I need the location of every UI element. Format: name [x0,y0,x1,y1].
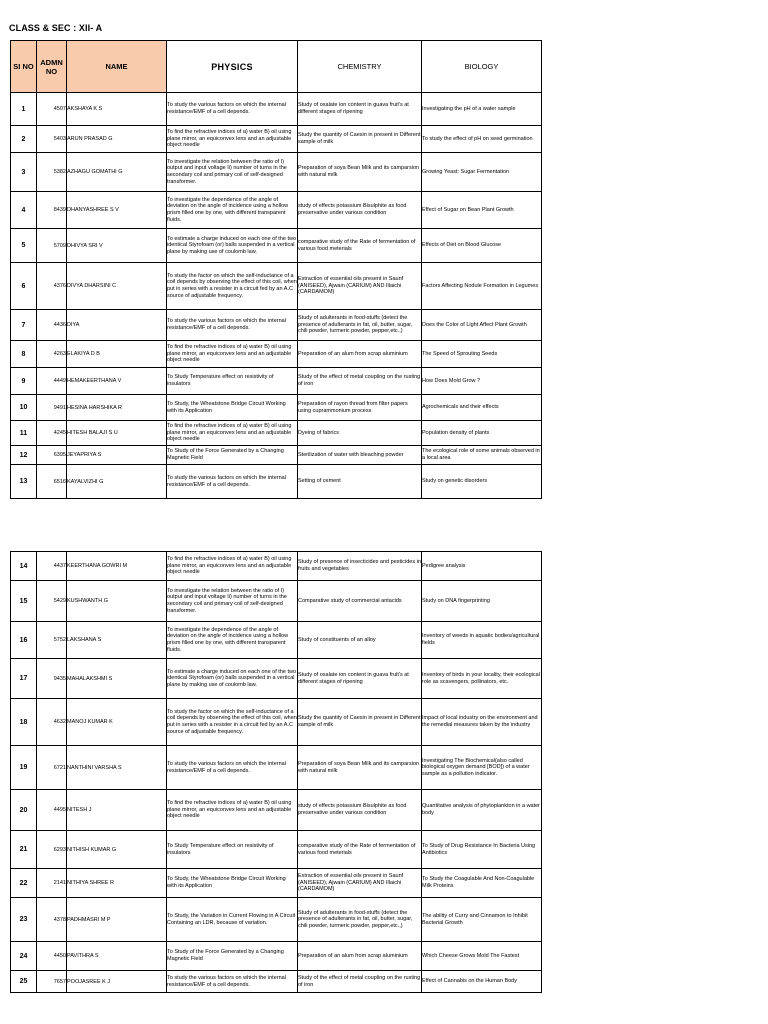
row-number: 3 [11,153,37,192]
admission-number: 4450 [37,942,67,971]
admission-number: 9491 [37,395,67,421]
physics-project: To find the refractive indices of a) water B) oil using plane mirror, an equiconvex lens and an adjustable object needle [167,126,298,153]
physics-project: To study the various factors on which the internal resistance/EMF of a cell depends. [167,465,298,499]
row-number: 25 [11,971,37,993]
student-name: DIVYA DHARSINI C [67,263,167,310]
physics-project: To estimate a charge induced on each one of the two identical Styrofoam (or) balls suspended in a vertical plane by making use of coulomb law. [167,229,298,263]
admission-number: 4632 [37,699,67,746]
row-number: 24 [11,942,37,971]
row-number: 13 [11,465,37,499]
student-name: HITESH BALAJI S U [67,421,167,446]
admission-number: 4376 [37,263,67,310]
biology-project: Study on DNA fingerprinting [422,581,542,622]
chemistry-project: study of effects potassium Bisulphite as food preservative under various condition [298,790,422,831]
biology-project: Effect of Sugar on Bean Plant Growth [422,192,542,229]
row-number: 7 [11,310,37,341]
admission-number: 9435 [37,659,67,699]
table-row [11,869,542,898]
physics-project: To Study of the Force Generated by a Changing Magnetic Field [167,942,298,971]
physics-project: To study the various factors on which the internal resistance/EMF of a cell depends. [167,310,298,341]
table-row [11,229,542,263]
chemistry-project: Study of oxalate ion content in guava fruit's at different stages of ripening [298,93,422,126]
project-table-2 [10,551,542,993]
row-number: 22 [11,869,37,898]
physics-project: To investigate the dependence of the angle of deviation on the angle of incidence using a hollow prism filled one by one, with different transparent fluids. [167,622,298,659]
table-row [11,368,542,395]
physics-project: To study the various factors on which the internal resistance/EMF of a cell depends. [167,93,298,126]
row-number: 18 [11,699,37,746]
admission-number: 7657 [37,971,67,993]
student-name: NITHISH KUMAR G [67,831,167,869]
chemistry-project: Setting of cement [298,465,422,499]
row-number: 9 [11,368,37,395]
chemistry-project: Study of the effect of metal coupling on the rusting of iron [298,971,422,993]
row-number: 10 [11,395,37,421]
table-row [11,659,542,699]
biology-project: Growing Yeast: Sugar Fermentation [422,153,542,192]
biology-project: Agrochemicals and their effects [422,395,542,421]
table-row [11,153,542,192]
table-row [11,581,542,622]
chemistry-project: Sterilization of water with bleaching powder [298,446,422,465]
physics-project: To estimate a charge induced on each one of the two identical Styrofoam (or) balls suspended in a vertical plane by making use of coulomb law. [167,659,298,699]
biology-project: Investigating the pH of a water sample [422,93,542,126]
physics-project: To study the various factors on which the internal resistance/EMF of a cell depends. [167,971,298,993]
table-row [11,263,542,310]
student-name: PADHMASRI M P [67,898,167,942]
row-number: 19 [11,746,37,790]
table-row [11,971,542,993]
biology-project: To Study of Drug Resistance In Bacteria Using Antibiotics [422,831,542,869]
chemistry-project: Comparative study of commercial antacids [298,581,422,622]
biology-project: Population density of plants [422,421,542,446]
chemistry-project: comparative study of the Rate of fermentation of various food meterials [298,831,422,869]
admission-number: 4507 [37,93,67,126]
student-name: ARUN PRASAD G [67,126,167,153]
row-number: 11 [11,421,37,446]
admission-number: 4245 [37,421,67,446]
student-name: LAKSHANA S [67,622,167,659]
table-row [11,341,542,368]
admission-number: 6516 [37,465,67,499]
row-number: 15 [11,581,37,622]
chemistry-project: Study of presence of insecticides and pesticides in fruits and vegetables [298,552,422,581]
admission-number: 4495 [37,790,67,831]
biology-project: Does the Color of Light Affect Plant Growth [422,310,542,341]
biology-project: Inventory of birds in your locality, their ecological role as scavengers, pollinators, etc. [422,659,542,699]
biology-project: How Does Mold Grow ? [422,368,542,395]
chemistry-project: Preparation of rayon thread from filter papers using cuprammonium process [298,395,422,421]
student-name: KEERTHANA GOWRI M [67,552,167,581]
row-number: 1 [11,93,37,126]
physics-project: To Study, the Variation in Current Flowing in A Circuit Containing an LDR, because of variation. [167,898,298,942]
row-number: 16 [11,622,37,659]
admission-number: 5403 [37,126,67,153]
header-physics: PHYSICS [167,41,298,93]
row-number: 8 [11,341,37,368]
row-number: 14 [11,552,37,581]
chemistry-project: Study the quantity of Caesin in present in Different sample of milk [298,126,422,153]
biology-project: The ability of Curry and Cinnamon to Inhibit Bacterial Growth [422,898,542,942]
biology-project: To Study the Coagulable And Non-Coagulable Milk Proteins [422,869,542,898]
physics-project: To Study, the Wheatstone Bridge Circuit Working with its Application [167,395,298,421]
admission-number: 4378 [37,898,67,942]
header-name: NAME [67,41,167,93]
student-name: KUSHWANTH G [67,581,167,622]
chemistry-project: Extraction of essential oils present in Saunf (ANISEED), Ajwain (CARIUM) AND Illaichi (CARDAMOM) [298,869,422,898]
admission-number: 4263 [37,341,67,368]
chemistry-project: Dyeing of fabrics [298,421,422,446]
row-number: 12 [11,446,37,465]
row-number: 23 [11,898,37,942]
chemistry-project: Study of the effect of metal coupling on the rusting of iron [298,368,422,395]
student-name: MAHALAKSHMI S [67,659,167,699]
student-name: POOJASREE K J [67,971,167,993]
student-name: DHIVYA SRI V [67,229,167,263]
chemistry-project: Study of adulterants in food-stuffs (detect the presence of adulterants in fat, oil, butter, sugar, chili powder, turmeric powder, pepper,etc.,) [298,310,422,341]
row-number: 21 [11,831,37,869]
biology-project: Study on genetic disorders [422,465,542,499]
chemistry-project: study of effects potassium Bisulphite as food preservative under various condition [298,192,422,229]
admission-number: 4449 [37,368,67,395]
physics-project: To find the refractive indices of a) water B) oil using plane mirror, an equiconvex lens and an adjustable object needle [167,552,298,581]
row-number: 4 [11,192,37,229]
biology-project: Which Cheese Grows Mold The Fastest [422,942,542,971]
table-row [11,831,542,869]
admission-number: 5429 [37,581,67,622]
student-name: AZHAGU GOMATHI G [67,153,167,192]
physics-project: To Study of the Force Generated by a Changing Magnetic Field [167,446,298,465]
table-row [11,421,542,446]
row-number: 17 [11,659,37,699]
admission-number: 6395 [37,446,67,465]
biology-project: The Speed of Sprouting Seeds [422,341,542,368]
student-name: AKSHAYA K S [67,93,167,126]
physics-project: To Study Temperature effect on resistivity of insulators [167,368,298,395]
chemistry-project: Preparation of an alum from scrap aluminium [298,942,422,971]
admission-number: 8439 [37,192,67,229]
chemistry-project: Study of oxalate ion content in guava fruit's at different stages of ripening [298,659,422,699]
admission-number: 5709 [37,229,67,263]
student-name: JEYAPRIYA S [67,446,167,465]
header-row [11,41,542,93]
biology-project: Factors Affecting Nodule Formation in Legumes [422,263,542,310]
row-number: 2 [11,126,37,153]
biology-project: Effect of Cannabis on the Human Body [422,971,542,993]
row-number: 6 [11,263,37,310]
physics-project: To find the refractive indices of a) water B) oil using plane mirror, an equiconvex lens and an adjustable object needle [167,790,298,831]
admission-number: 4436 [37,310,67,341]
chemistry-project: Preparation of an alum from scrap aluminium [298,341,422,368]
chemistry-project: Study the quantity of Caesin in present in Different sample of milk [298,699,422,746]
admission-number: 6721 [37,746,67,790]
physics-project: To Study Temperature effect on resistivity of insulators [167,831,298,869]
admission-number: 2141 [37,869,67,898]
physics-project: To study the factor on which the self-inductance of a coil depends by observing the effect of this coil, when put in series with a resister in a circuit fed by an A.C source of adjustable frequency. [167,699,298,746]
physics-project: To investigate the relation between the ratio of I) output and input voltage Ii) number of turns in the secondary coil and primary coil of self-designed transformer. [167,581,298,622]
header-biology: BIOLOGY [422,41,542,93]
admission-number: 6293 [37,831,67,869]
table-row [11,126,542,153]
table-row [11,93,542,126]
header-sno: SI NO [11,41,37,93]
table-row [11,790,542,831]
student-name: ELAKIYA D B [67,341,167,368]
admission-number: 5382 [37,153,67,192]
row-number: 5 [11,229,37,263]
table-row [11,192,542,229]
biology-project: Investigating The Biochemical(also called biological oxygen demand [BOD]) of a water sample as a pollution indicator. [422,746,542,790]
table-row [11,746,542,790]
chemistry-project: Extraction of essential oils present in Saunf (ANISEED), Ajwain (CARIUM) AND Illaichi (CARDAMOM) [298,263,422,310]
table-row [11,699,542,746]
biology-project: Pedigree analysis [422,552,542,581]
chemistry-project: Preparation of soya Bean Milk and its camparsion with natural milk [298,153,422,192]
student-name: HEMAKEERTHANA V [67,368,167,395]
student-name: NITESH J [67,790,167,831]
header-admn-no: ADMN NO [37,41,67,93]
table-row [11,465,542,499]
table-row [11,310,542,341]
table-row [11,446,542,465]
table-row [11,942,542,971]
admission-number: 4437 [37,552,67,581]
row-number: 20 [11,790,37,831]
physics-project: To find the refractive indices of a) water B) oil using plane mirror, an equiconvex lens and an adjustable object needle [167,421,298,446]
physics-project: To Study, the Wheatstone Bridge Circuit Working with its Application [167,869,298,898]
student-name: NANTHINI VARSHA S [67,746,167,790]
student-name: DIYA [67,310,167,341]
student-name: NITHIYA SHREE R [67,869,167,898]
student-name: HESINA HARSHIKA R [67,395,167,421]
student-name: MANOJ KUMAR K [67,699,167,746]
biology-project: Impact of local industry on the environment and the remedial measures taken by the industry [422,699,542,746]
biology-project: Quantitative analysis of phytoplankton in a water body [422,790,542,831]
chemistry-project: Preparation of soya Bean Milk and its camparsion with natural milk [298,746,422,790]
student-name: DHANYASHREE S V [67,192,167,229]
student-name: KAYALVIZHI G [67,465,167,499]
physics-project: To investigate the relation between the ratio of I) output and input voltage Ii) number of turns in the secondary coil and primary coil of self-designed transformer. [167,153,298,192]
table-row [11,898,542,942]
biology-project: Inventory of weeds in aquatic bodies/agricultural fields [422,622,542,659]
table-row [11,622,542,659]
table-row [11,395,542,421]
physics-project: To study the various factors on which the internal resistance/EMF of a cell depends. [167,746,298,790]
physics-project: To investigate the dependence of the angle of deviation on the angle of incidence using a hollow prism filled one by one, with different transparent fluids. [167,192,298,229]
biology-project: The ecological role of some animals observed in a local area [422,446,542,465]
physics-project: To study the factor on which the self-inductance of a coil depends by observing the effect of this coil, when put in series with a resister in a circuit fed by an A.C source of adjustable frequency. [167,263,298,310]
chemistry-project: comparative study of the Rate of fermentation of various food meterials [298,229,422,263]
biology-project: To study the effect of pH on seed germination [422,126,542,153]
project-table-1 [10,40,542,499]
chemistry-project: Study of adulterants in food-stuffs (detect the presence of adulterants in fat, oil, butter, sugar, chili powder, turmeric powder, pepper,etc.,) [298,898,422,942]
header-chemistry: CHEMISTRY [298,41,422,93]
table-row [11,552,542,581]
chemistry-project: Study of constituents of an alloy [298,622,422,659]
biology-project: Effects of Diet on Blood Glucose [422,229,542,263]
class-section-label: CLASS & SEC : XII- A [9,23,103,33]
student-name: PAVITHRA S [67,942,167,971]
physics-project: To find the refractive indices of a) water B) oil using plane mirror, an equiconvex lens and an adjustable object needle [167,341,298,368]
admission-number: 5752 [37,622,67,659]
